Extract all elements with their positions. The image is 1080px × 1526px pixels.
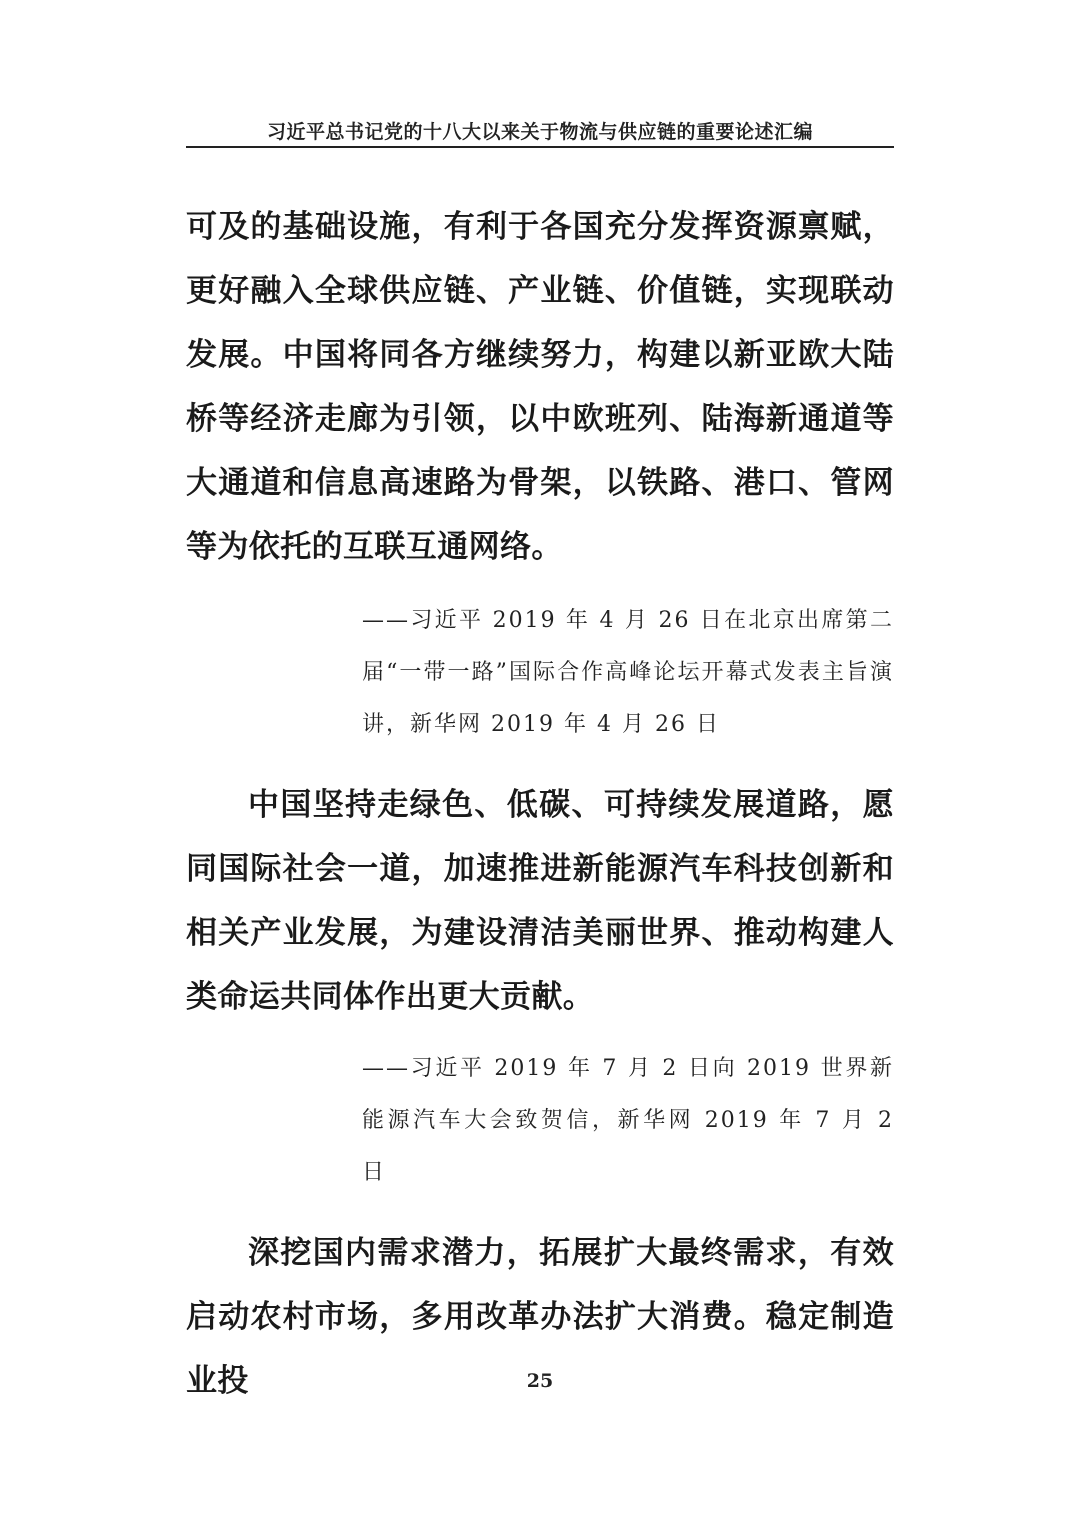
- source-citation: ——习近平 2019 年 4 月 26 日在北京出席第二届“一带一路”国际合作高峰论坛开幕式发表主旨演讲，新华网 2019 年 4 月 26 日: [362, 608, 894, 737]
- running-header: 习近平总书记党的十八大以来关于物流与供应链的重要论述汇编: [266, 121, 813, 143]
- page-body: [186, 195, 894, 1413]
- source-citation: ——习近平 2019 年 7 月 2 日向 2019 世界新能源汽车大会致贺信，新华网 2019 年 7 月 2 日: [362, 1056, 894, 1185]
- body-paragraph: 深挖国内需求潜力，拓展扩大最终需求，有效启动农村市场，多用改革办法扩大消费。稳定制造业投: [186, 1235, 894, 1399]
- body-paragraph: 可及的基础设施，有利于各国充分发挥资源禀赋，更好融入全球供应链、产业链、价值链，实现联动发展。中国将同各方继续努力，构建以新亚欧大陆桥等经济走廊为引领，以中欧班列、陆海新通道等大通道和信息高速路为骨架，以铁路、港口、管网等为依托的互联互通网络。: [186, 209, 894, 565]
- header-rule: [186, 146, 894, 148]
- page-number: 25: [526, 1370, 554, 1392]
- body-paragraph: 中国坚持走绿色、低碳、可持续发展道路，愿同国际社会一道，加速推进新能源汽车科技创新和相关产业发展，为建设清洁美丽世界、推动构建人类命运共同体作出更大贡献。: [186, 787, 894, 1015]
